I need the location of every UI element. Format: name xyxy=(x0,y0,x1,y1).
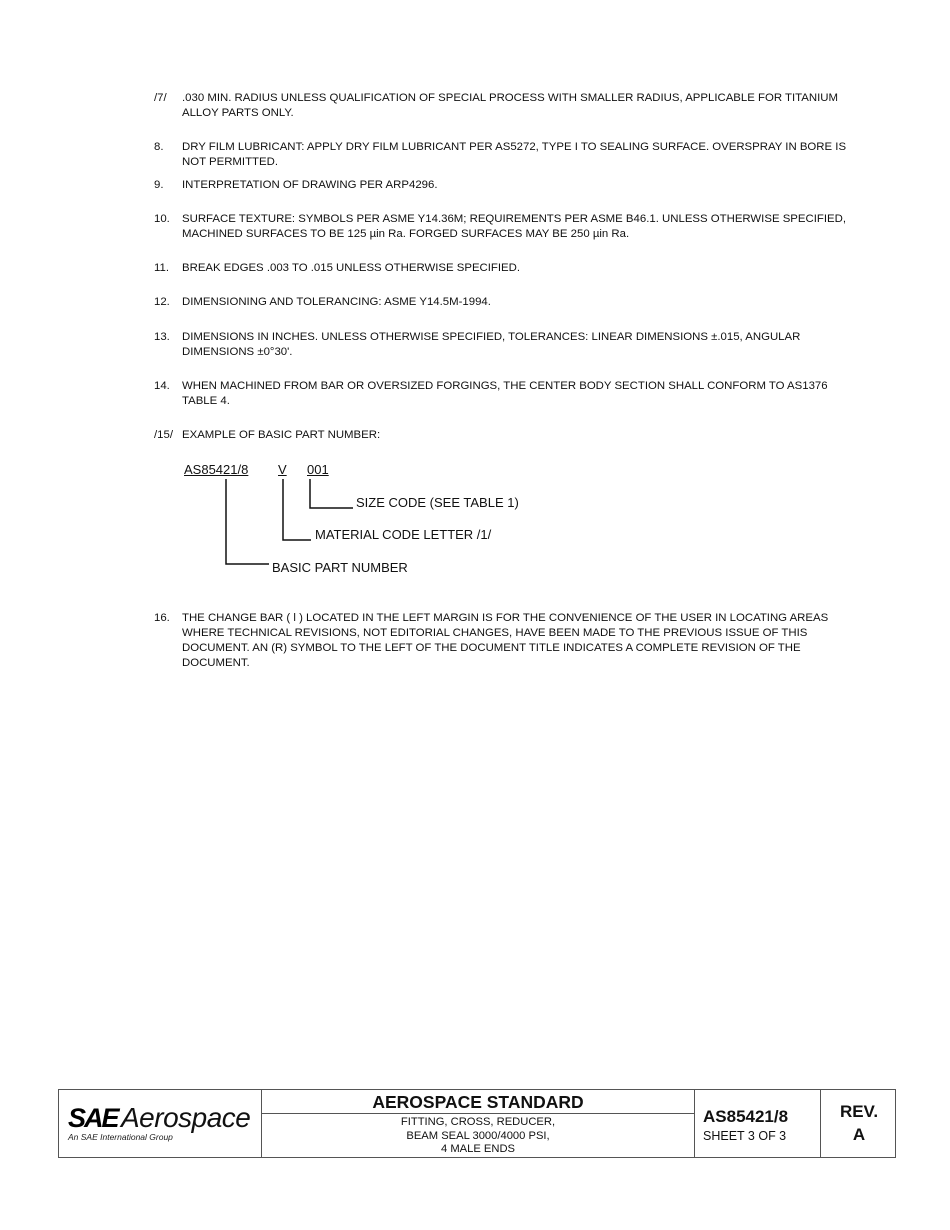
size-code: 001 xyxy=(307,462,329,477)
revision-label: REV. xyxy=(839,1102,879,1121)
note-number: /7/ xyxy=(154,92,167,104)
note-text: EXAMPLE OF BASIC PART NUMBER: xyxy=(182,429,381,441)
note-number: 11. xyxy=(154,262,169,274)
material-code: V xyxy=(278,462,287,477)
revision-cell xyxy=(821,1090,897,1157)
note-text: WHEN MACHINED FROM BAR OR OVERSIZED FORGINGS, THE CENTER BODY SECTION SHALL CONFORM TO AS1376 TABLE 4. xyxy=(182,380,828,407)
part-title-line: 4 MALE ENDS xyxy=(441,1143,515,1155)
title-divider xyxy=(262,1113,694,1114)
note-text: INTERPRETATION OF DRAWING PER ARP4296. xyxy=(182,179,438,191)
revision-value: A xyxy=(852,1125,866,1144)
note-number: 12. xyxy=(154,296,170,308)
note-number: /15/ xyxy=(154,429,173,441)
note-13 xyxy=(154,330,854,360)
note-number: 10. xyxy=(154,213,170,225)
note-12 xyxy=(154,295,854,310)
note-number: 9. xyxy=(154,179,164,191)
note-16 xyxy=(154,611,854,671)
note-number: 16. xyxy=(154,612,170,624)
part-title-line: BEAM SEAL 3000/4000 PSI, xyxy=(406,1129,550,1142)
note-text: DIMENSIONING AND TOLERANCING: ASME Y14.5M-1994. xyxy=(182,296,491,308)
note-14 xyxy=(154,379,854,409)
note-text: DRY FILM LUBRICANT: APPLY DRY FILM LUBRICANT PER AS5272, TYPE I TO SEALING SURFACE. OVERSPRAY IN BORE IS NOT PERMITTED. xyxy=(182,141,847,168)
material-code-label: MATERIAL CODE LETTER /1/ xyxy=(315,527,492,542)
leader-basic-part xyxy=(226,479,269,564)
logo-subtitle: An SAE International Group xyxy=(68,1132,173,1142)
note-8 xyxy=(154,140,854,170)
note-10 xyxy=(154,212,854,242)
standard-title: AEROSPACE STANDARD xyxy=(372,1092,584,1112)
note-number: 8. xyxy=(154,141,164,153)
note-number: 13. xyxy=(154,331,170,343)
note-text: THE CHANGE BAR ( l ) LOCATED IN THE LEFT MARGIN IS FOR THE CONVENIENCE OF THE USER IN LOCATING AREAS WHERE TECHNICAL REVISIONS, NOT EDITORIAL CHANGES, HAVE BEEN MADE TO THE PREVIOUS ISSUE OF THIS DOCUMENT. AN (R) SYMBOL TO THE LEFT OF THE DOCUMENT TITLE INDICATES A COMPLETE REVISION OF THE DOCUMENT. xyxy=(182,612,829,669)
note-15 xyxy=(154,428,854,443)
basic-part-code: AS85421/8 xyxy=(184,462,249,477)
note-7 xyxy=(154,91,854,121)
logo-cell xyxy=(59,1090,262,1157)
note-text: BREAK EDGES .003 TO .015 UNLESS OTHERWISE SPECIFIED. xyxy=(182,262,521,274)
part-title-line: FITTING, CROSS, REDUCER, xyxy=(400,1116,556,1128)
logo-sae-text: SAE xyxy=(68,1103,118,1133)
sheet-number: SHEET 3 OF 3 xyxy=(703,1129,787,1143)
basic-part-label: BASIC PART NUMBER xyxy=(272,560,408,575)
document-number-cell xyxy=(695,1090,821,1157)
note-11 xyxy=(154,261,854,276)
note-text: DIMENSIONS IN INCHES. UNLESS OTHERWISE SPECIFIED, TOLERANCES: LINEAR DIMENSIONS ±.015, ANGULAR DIMENSIONS ±0°30'. xyxy=(182,331,801,358)
note-number: 14. xyxy=(154,380,170,392)
title-cell xyxy=(262,1090,695,1157)
note-9 xyxy=(154,178,854,193)
part-number-diagram xyxy=(180,458,580,588)
size-code-label: SIZE CODE (SEE TABLE 1) xyxy=(356,495,519,510)
leader-material-code xyxy=(283,479,311,540)
note-text: SURFACE TEXTURE: SYMBOLS PER ASME Y14.36M; REQUIREMENTS PER ASME B46.1. UNLESS OTHERWISE SPECIFIED, MACHINED SURFACES TO BE 125 µin Ra. FORGED SURFACES MAY BE 250 µin Ra. xyxy=(182,213,847,240)
note-text: .030 MIN. RADIUS UNLESS QUALIFICATION OF SPECIAL PROCESS WITH SMALLER RADIUS, APPLICABLE FOR TITANIUM ALLOY PARTS ONLY. xyxy=(182,92,838,119)
logo-aerospace-text: Aerospace xyxy=(121,1102,251,1133)
document-number: AS85421/8 xyxy=(703,1107,789,1126)
leader-size-code xyxy=(310,479,353,508)
title-block xyxy=(58,1089,896,1158)
part-title xyxy=(262,1116,694,1157)
